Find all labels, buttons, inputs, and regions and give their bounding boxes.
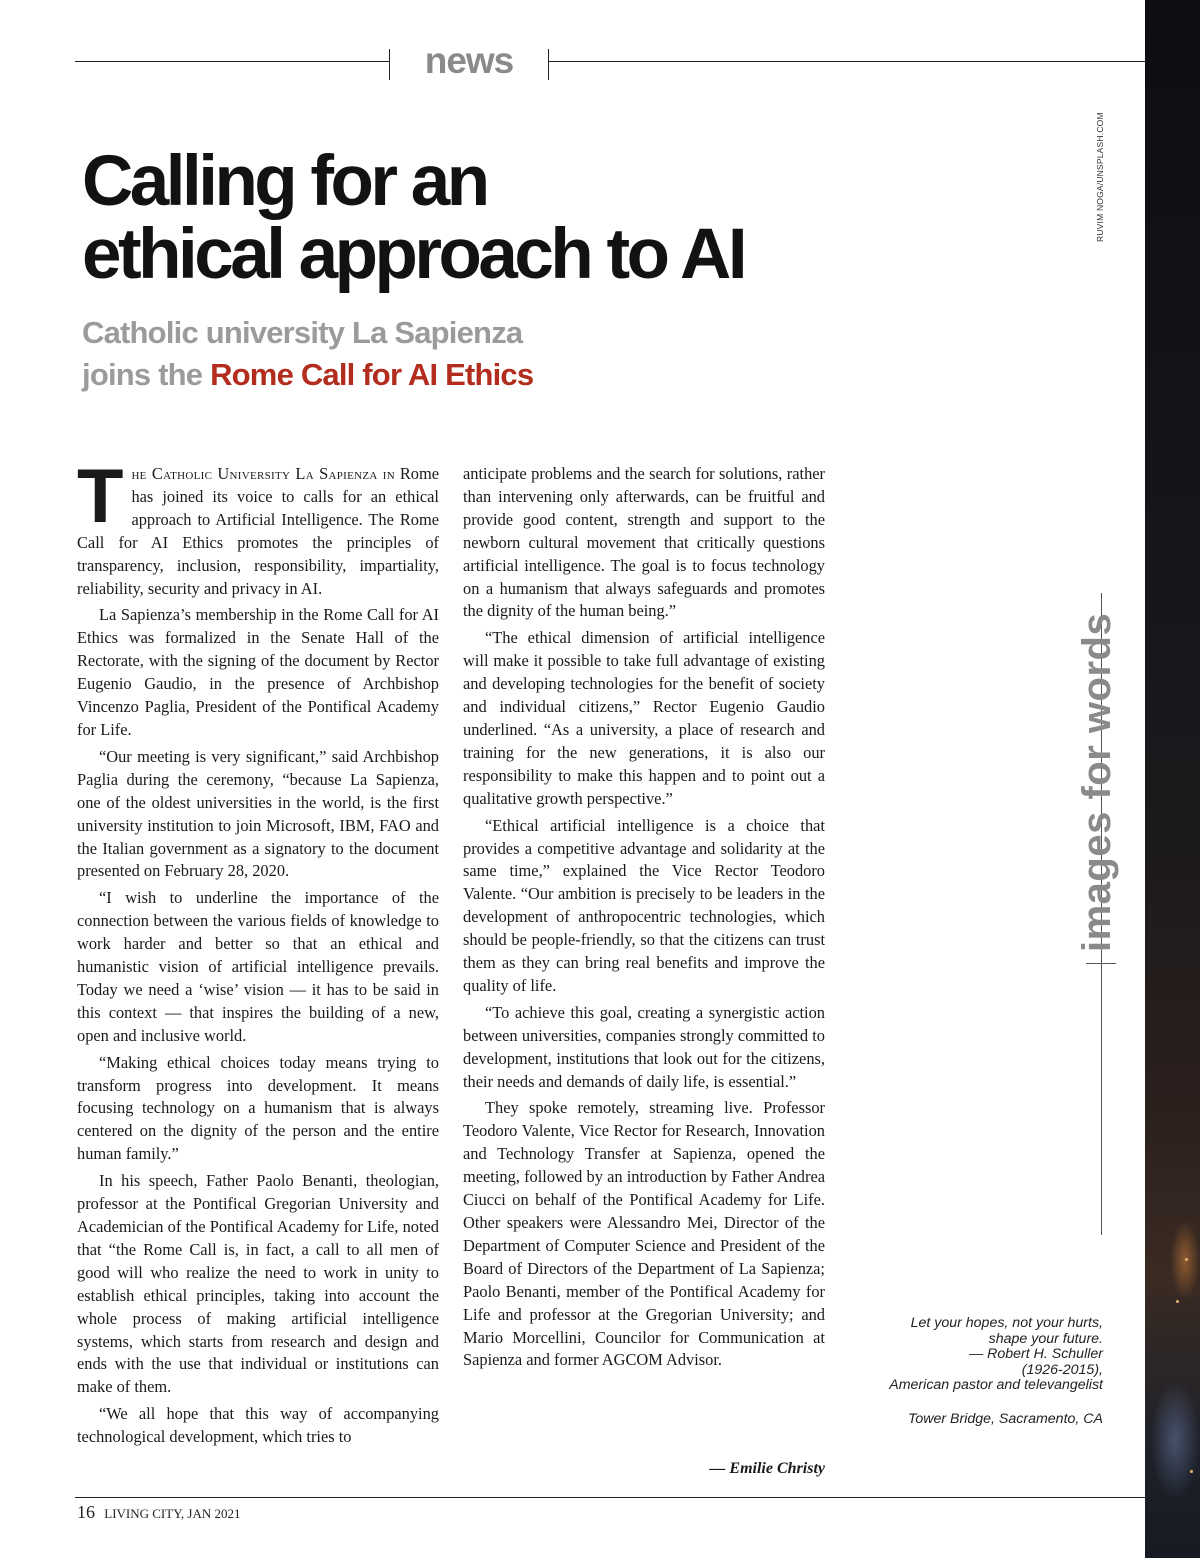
body-paragraph: In his speech, Father Paolo Benanti, theologian, professor at the Pontifical Gregorian University and Academician of the Pontifical Academy for Life, noted that “the Rome Call is, in fact, a call to all men of good will who realize the need to work in unity to establish ethical principles, taking into account the whole process of making artificial intelligence systems, which starts from research and design and ends with the use that individual or institutions can make of them. [77,1171,439,1397]
article-headline [82,142,842,294]
header-rule-right [548,61,1145,62]
photo-light [1190,1470,1193,1473]
deck-line-2-grey: joins the [82,357,211,392]
body-paragraph: “We all hope that this way of accompanying technological development, which tries to [77,1404,439,1447]
lead-smallcaps: he Catholic University La Sapienza in [131,464,395,483]
page-footer [77,1502,241,1523]
body-paragraph: “I wish to underline the importance of the connection between the various fields of knowledge to work harder and better so that an ethical and humanistic vision of artificial intelligence prevails. Today we need a ‘wise’ vision — it has to be said in this context — that inspires the building of a new, open and inclusive world. [77,888,439,1045]
photo-bridge-glow [1150,1380,1200,1500]
section-label: news [424,40,514,81]
quote-attribution: — Robert H. Schuller [968,1346,1103,1362]
sidebar-quote [845,1316,1103,1394]
issue-date: JAN 2021 [187,1506,241,1521]
photo-caption: Tower Bridge, Sacramento, CA [907,1411,1103,1427]
body-column-1 [77,454,439,1449]
header-tick-left [389,49,390,80]
magazine-name: LIVING CITY, [104,1506,185,1521]
page-number: 16 [77,1502,95,1522]
lead-text: Rome has joined its voice to calls for an ethical approach to Artificial Intelligence. The Rome Call for AI Ethics promotes the principles of transparency, inclusion, responsibility, impartiality, reliability, security and privacy in AI. [77,464,439,598]
sidebar-title: images for words [1075,612,1119,952]
photo-credit: RUVIM NOGA/UNSPLASH.COM [1095,112,1105,242]
night-photo-strip [1145,0,1200,1558]
article-deck [82,312,782,396]
header-rule-left [75,61,390,62]
footer-rule [75,1497,1145,1498]
deck-line-2-red: Rome Call for AI Ethics [210,357,534,392]
headline-line-2: ethical approach to AI [82,215,745,294]
header-tick-right [548,49,549,80]
sidebar-rule-bottom [1101,963,1102,1235]
body-paragraph: “Making ethical choices today means trying to transform progress into development. It means focusing technology on a humanism that is always centered on the dignity of the person and the entire human family.” [77,1052,439,1164]
deck-line-1: Catholic university La Sapienza [82,315,523,350]
body-paragraph: “To achieve this goal, creating a synergistic action between universities, companies strongly committed to development, institutions that look out for the citizens, their needs and demands of daily life, is essential.” [463,1002,825,1091]
body-paragraph: They spoke remotely, streaming live. Professor Teodoro Valente, Vice Rector for Research, Innovation and Technology Transfer at Sapienza, opened the meeting, followed by an introduction by Father Andrea Ciucci on behalf of the Pontifical Academy for Life. Other speakers were Alessandro Mei, Director of the Department of Computer Science and President of the Board of Directors of the Department of La Sapienza; Paolo Benanti, member of the Pontifical Academy for Life and professor at the Gregorian University; and Mario Morcellini, Councilor for Communication at Sapienza and former AGCOM Advisor. [463,1098,825,1370]
photo-light [1185,1258,1188,1261]
photo-light [1176,1300,1179,1303]
body-paragraph-continued: anticipate problems and the search for solutions, rather than intervening only afterwards, can be fruitful and provide good content, strength and support to the newborn cultural movement that critically questions artificial intelligence. The goal is to focus technology on a humanism that always safeguards and promotes the dignity of the human being.” [463,464,825,621]
quote-dates: (1926-2015), [1021,1361,1103,1378]
quote-line: Let your hopes, not your hurts, [910,1315,1103,1331]
drop-cap: T [77,454,124,539]
body-paragraph: “Our meeting is very significant,” said Archbishop Paglia during the ceremony, “because La Sapienza, one of the oldest universities in the world, is the first university institution to join Microsoft, IBM, FAO and the Italian government as a signatory to the document presented on February 28, 2020. [77,746,439,881]
headline-line-1: Calling for an [82,142,487,221]
lead-paragraph [77,454,439,600]
body-paragraph: “The ethical dimension of artificial intelligence will make it possible to take full advantage of existing and developing technologies for the benefit of society and individual citizens,” Rector Eugenio Gaudio underlined. “As a university, a place of research and training for the new generations, it is also our responsibility to make this happen and to point out a qualitative growth perspective.” [463,628,825,808]
body-column-2 [463,463,825,1372]
author-signature: — Emilie Christy [709,1460,825,1477]
quote-description: American pastor and televangelist [889,1377,1103,1393]
quote-line: shape your future. [988,1330,1103,1347]
body-paragraph: “Ethical artificial intelligence is a choice that provides a competitive advantage and solidarity at the same time,” explained the Vice Rector Teodoro Valente. “Our ambition is precisely to be leaders in the development of anthropocentric technologies, which should be people-friendly, so that the citizens can trust them as they can bring real benefits and improve the quality of life. [463,815,825,995]
body-paragraph: La Sapienza’s membership in the Rome Call for AI Ethics was formalized in the Senate Hall of the Rectorate, with the signing of the document by Rector Eugenio Gaudio, in the presence of Archbishop Vincenzo Paglia, President of the Pontifical Academy for Life. [77,605,439,739]
